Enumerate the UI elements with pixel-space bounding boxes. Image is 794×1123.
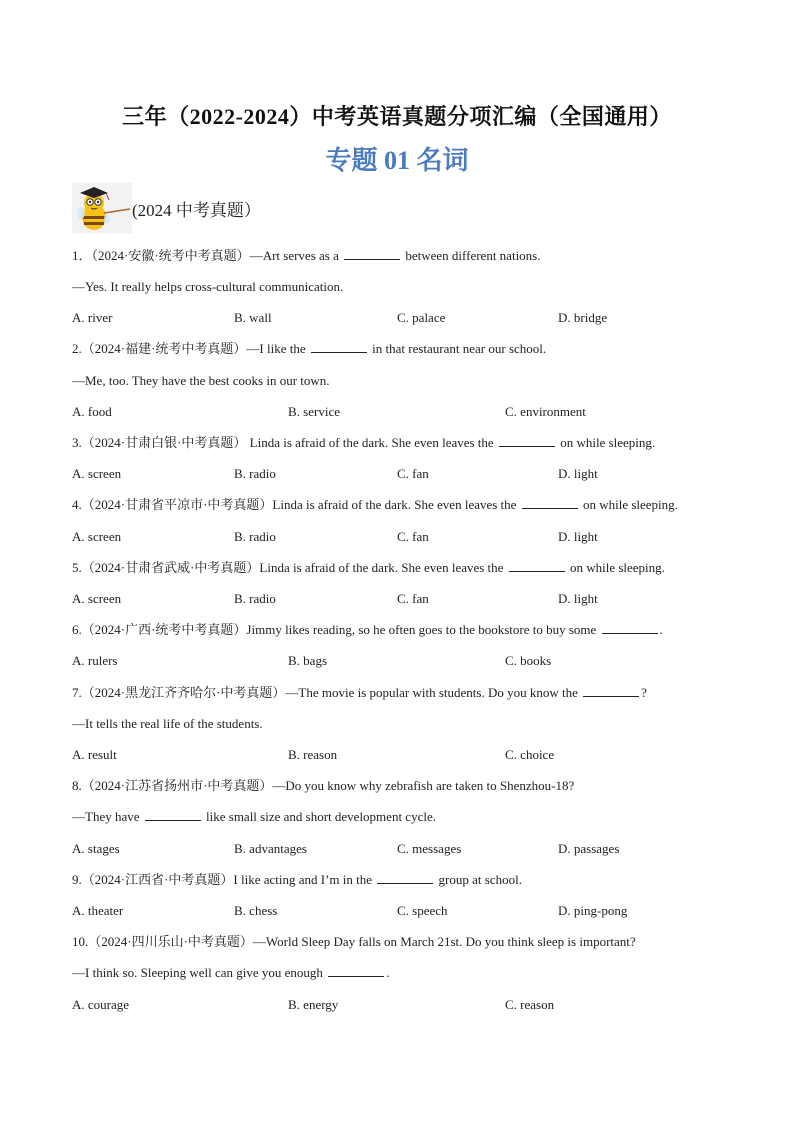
- option-a[interactable]: A. food: [72, 404, 112, 419]
- answer-blank[interactable]: [328, 965, 384, 977]
- question-7: [72, 685, 647, 701]
- option-a[interactable]: A. rulers: [72, 653, 118, 668]
- question-stem-end: group at school.: [438, 872, 522, 887]
- question-4: [72, 497, 678, 513]
- question-1-reply: —Yes. It really helps cross-cultural communication.: [72, 279, 344, 294]
- section-label: (2024 中考真题）: [132, 200, 261, 220]
- question-9: [72, 872, 522, 888]
- question-number: 3.: [72, 435, 82, 450]
- option-a[interactable]: A. courage: [72, 997, 130, 1012]
- reply-text-end: .: [386, 965, 390, 980]
- option-d[interactable]: D. light: [558, 529, 598, 544]
- option-c[interactable]: C. reason: [505, 997, 555, 1012]
- answer-blank[interactable]: [311, 341, 367, 353]
- question-stem: I like acting and I’m in the: [233, 872, 373, 887]
- question-stem: —The movie is popular with students. Do you know the: [285, 685, 578, 700]
- option-b[interactable]: B. chess: [234, 903, 278, 918]
- option-b[interactable]: B. reason: [288, 747, 338, 762]
- option-c[interactable]: C. palace: [397, 310, 446, 325]
- option-c[interactable]: C. speech: [397, 903, 448, 918]
- option-a[interactable]: A. screen: [72, 591, 122, 606]
- answer-blank[interactable]: [145, 809, 201, 821]
- question-7-options: [72, 747, 752, 763]
- question-1-options: [72, 310, 752, 326]
- question-4-options: [72, 529, 752, 545]
- option-c[interactable]: C. books: [505, 653, 552, 668]
- question-6: [72, 622, 663, 638]
- question-source: （2024·安徽·统考中考真题）: [91, 248, 250, 263]
- question-1: [72, 248, 541, 264]
- option-d[interactable]: D. light: [558, 466, 598, 481]
- option-c[interactable]: C. choice: [505, 747, 555, 762]
- question-2: [72, 341, 546, 357]
- option-a[interactable]: A. result: [72, 747, 117, 762]
- reply-text: —I think so. Sleeping well can give you enough: [72, 965, 323, 980]
- option-c[interactable]: C. fan: [397, 529, 429, 544]
- question-6-options: [72, 653, 752, 669]
- question-number: 10.: [72, 934, 89, 949]
- option-b[interactable]: B. radio: [234, 529, 276, 544]
- question-stem: Linda is afraid of the dark. She even leaves the: [246, 435, 494, 450]
- question-stem-end: .: [659, 622, 663, 637]
- question-source: （2024·黑龙江齐齐哈尔·中考真题）: [81, 685, 286, 700]
- answer-blank[interactable]: [344, 248, 400, 260]
- option-b[interactable]: B. energy: [288, 997, 339, 1012]
- option-c[interactable]: C. fan: [397, 466, 429, 481]
- answer-blank[interactable]: [583, 685, 639, 697]
- question-source: （2024·广西·统考中考真题）: [81, 622, 247, 637]
- question-source: （2024·甘肃省武威·中考真题）: [81, 560, 260, 575]
- question-source: （2024·江西省·中考真题）: [81, 872, 234, 887]
- question-2-options: [72, 404, 752, 420]
- option-c[interactable]: C. environment: [505, 404, 586, 419]
- question-stem: Jimmy likes reading, so he often goes to the bookstore to buy some: [246, 622, 597, 637]
- option-b[interactable]: B. service: [288, 404, 340, 419]
- option-d[interactable]: D. ping-pong: [558, 903, 628, 918]
- question-stem: Linda is afraid of the dark. She even leaves the: [272, 497, 517, 512]
- question-10-options: [72, 997, 752, 1013]
- option-a[interactable]: A. stages: [72, 841, 120, 856]
- option-b[interactable]: B. radio: [234, 466, 276, 481]
- question-stem: —Art serves as a: [249, 248, 339, 263]
- option-b[interactable]: B. advantages: [234, 841, 307, 856]
- question-number: 6.: [72, 622, 82, 637]
- option-d[interactable]: D. bridge: [558, 310, 608, 325]
- question-2-reply: —Me, too. They have the best cooks in our town.: [72, 373, 330, 388]
- option-a[interactable]: A. theater: [72, 903, 124, 918]
- question-stem: —World Sleep Day falls on March 21st. Do you think sleep is important?: [252, 934, 636, 949]
- option-a[interactable]: A. river: [72, 310, 113, 325]
- question-number: 8.: [72, 778, 82, 793]
- question-8: [72, 778, 574, 794]
- question-number: 1．: [72, 248, 92, 263]
- question-stem: —Do you know why zebrafish are taken to Shenzhou-18?: [272, 778, 575, 793]
- answer-blank[interactable]: [377, 872, 433, 884]
- question-source: （2024·四川乐山·中考真题）: [88, 934, 253, 949]
- option-b[interactable]: B. wall: [234, 310, 272, 325]
- question-3: [72, 435, 655, 451]
- option-a[interactable]: A. screen: [72, 529, 122, 544]
- option-c[interactable]: C. fan: [397, 591, 429, 606]
- answer-blank[interactable]: [602, 622, 658, 634]
- option-d[interactable]: D. passages: [558, 841, 620, 856]
- mascot-bee-icon: [72, 183, 132, 233]
- question-number: 5.: [72, 560, 82, 575]
- question-10: [72, 934, 636, 950]
- question-8-reply: [72, 809, 436, 825]
- question-source: （2024·甘肃省平凉市·中考真题）: [81, 497, 273, 512]
- question-8-options: [72, 841, 752, 857]
- answer-blank[interactable]: [499, 435, 555, 447]
- question-stem-end: ?: [641, 685, 647, 700]
- question-number: 4.: [72, 497, 82, 512]
- reply-text-end: like small size and short development cycle.: [206, 809, 436, 824]
- question-stem-end: on while sleeping.: [560, 435, 656, 450]
- question-stem: —I like the: [246, 341, 306, 356]
- question-stem: Linda is afraid of the dark. She even leaves the: [259, 560, 504, 575]
- question-number: 9.: [72, 872, 82, 887]
- question-stem-end: on while sleeping.: [569, 560, 665, 575]
- question-5: [72, 560, 665, 576]
- document-title: 三年（2022-2024）中考英语真题分项汇编（全国通用）: [122, 104, 672, 129]
- question-3-options: [72, 466, 752, 482]
- option-d[interactable]: D. light: [558, 591, 598, 606]
- question-10-reply: [72, 965, 389, 981]
- question-number: 7.: [72, 685, 82, 700]
- question-source: （2024·甘肃白银·中考真题）: [81, 435, 247, 450]
- question-9-options: [72, 903, 752, 919]
- question-source: （2024·江苏省扬州市·中考真题）: [81, 778, 273, 793]
- section-heading: [72, 183, 261, 233]
- question-stem-end: on while sleeping.: [582, 497, 678, 512]
- option-b[interactable]: B. bags: [288, 653, 327, 668]
- question-source: （2024·福建·统考中考真题）: [81, 341, 247, 356]
- option-c[interactable]: C. messages: [397, 841, 462, 856]
- question-7-reply: —It tells the real life of the students.: [72, 716, 263, 731]
- question-5-options: [72, 591, 752, 607]
- option-b[interactable]: B. radio: [234, 591, 276, 606]
- question-number: 2.: [72, 341, 82, 356]
- question-stem-end: in that restaurant near our school.: [372, 341, 547, 356]
- question-stem-end: between different nations.: [405, 248, 541, 263]
- reply-text: —They have: [72, 809, 140, 824]
- topic-title: 专题 01 名词: [325, 146, 469, 175]
- answer-blank[interactable]: [522, 497, 578, 509]
- option-a[interactable]: A. screen: [72, 466, 122, 481]
- answer-blank[interactable]: [509, 560, 565, 572]
